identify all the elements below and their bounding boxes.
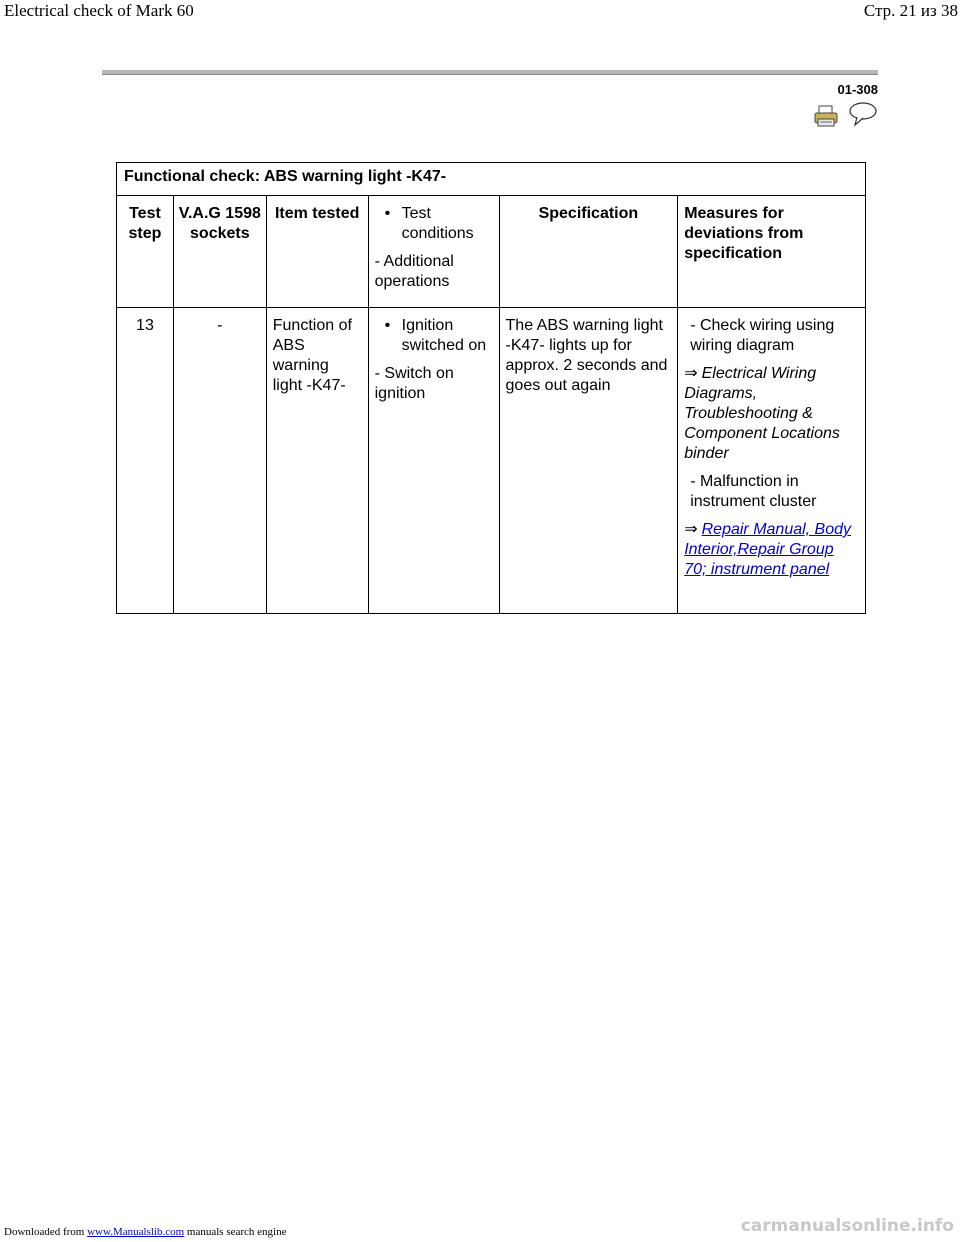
repair-manual-link[interactable]: Repair Manual, Body Interior,Repair Group 70; instrument panel <box>684 521 852 578</box>
header-conditions-bullet: • Test conditions <box>375 204 493 244</box>
header-test-step: Test step <box>117 196 174 308</box>
cell-sockets: - <box>173 308 266 614</box>
page-code: 01-308 <box>837 82 878 97</box>
cell-conditions <box>368 308 499 614</box>
table-row <box>117 308 866 614</box>
printer-icon[interactable] <box>814 105 838 132</box>
header-measures: Measures for deviations from specification <box>678 196 866 308</box>
watermark: carmanualsonline.info <box>740 1216 954 1236</box>
functional-check-table <box>116 162 866 614</box>
measure-malfunction: - Malfunction in instrument cluster <box>690 473 817 510</box>
footer <box>4 1226 286 1238</box>
table-title-row <box>117 163 866 196</box>
reference-repair-manual <box>684 520 859 580</box>
cell-specification: The ABS warning light -K47- lights up for approx. 2 seconds and goes out again <box>499 308 678 614</box>
footer-suffix: manuals search engine <box>186 1226 287 1238</box>
reference-wiring-diagrams <box>684 364 859 464</box>
header-rule <box>102 70 878 75</box>
cell-item: Function of ABS warning light -K47- <box>266 308 368 614</box>
reference-wiring-text: Electrical Wiring Diagrams, Troubleshooting & Component Locations binder <box>684 365 840 462</box>
header-item-tested: Item tested <box>266 196 368 308</box>
arrow-icon: ⇒ <box>684 521 698 538</box>
footer-prefix: Downloaded from <box>4 1226 85 1238</box>
measure-check-wiring: - Check wiring using wiring diagram <box>690 317 835 354</box>
table-title: Functional check: ABS warning light -K47- <box>117 163 866 196</box>
header-test-conditions <box>368 196 499 308</box>
cell-conditions-bullet: • Ignition switched on <box>375 316 493 356</box>
header-additional-operations: - Additional operations <box>374 253 454 290</box>
manualslib-link[interactable]: www.Manualslib.com <box>87 1226 185 1238</box>
table-header-row <box>117 196 866 308</box>
cell-measures <box>678 308 866 614</box>
cell-additional-operation: - Switch on ignition <box>374 365 454 402</box>
comment-icon[interactable] <box>848 101 878 132</box>
header-sockets: V.A.G 1598 sockets <box>173 196 266 308</box>
document-title: Electrical check of Mark 60 <box>4 1 194 20</box>
page-counter: Стр. 21 из 38 <box>863 1 958 20</box>
cell-step: 13 <box>117 308 174 614</box>
arrow-icon: ⇒ <box>684 365 698 382</box>
header-specification: Specification <box>499 196 678 308</box>
